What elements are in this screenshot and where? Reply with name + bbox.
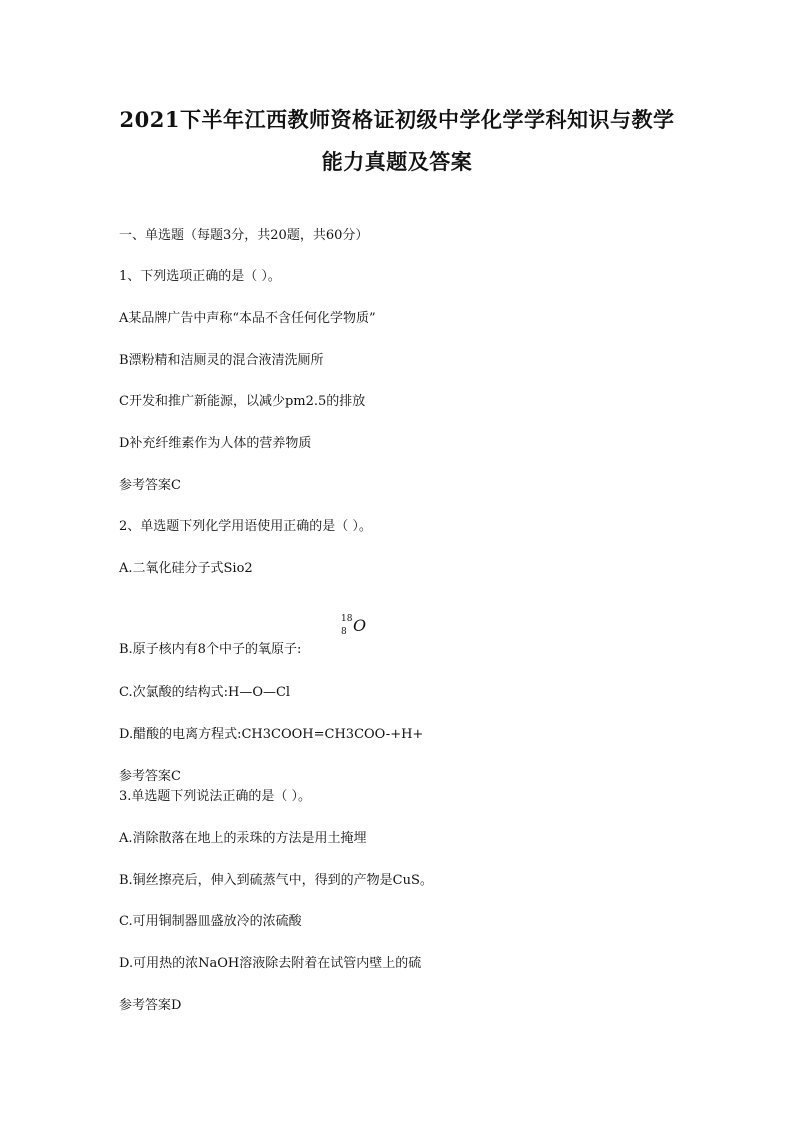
question-1-option-d: D补充纤维素作为人体的营养物质 [119,436,312,451]
question-2-option-a: A.二氧化硅分子式Sio2 [119,561,253,576]
question-3-option-c: C.可用铜制器皿盛放冷的浓硫酸 [119,914,302,929]
question-3-stem: 3.单选题下列说法正确的是（ ）。 [119,789,312,804]
isotope-symbol: O [353,616,367,635]
question-1-stem: 1、下列选项正确的是（ ）。 [119,269,281,284]
oxygen-isotope-notation [339,614,379,644]
section-heading: 一、单选题（每题3分，共20题，共60分） [119,228,369,243]
question-2-option-b: B.原子核内有8个中子的氧原子: [119,642,302,657]
question-2-option-c: C.次氯酸的结构式:H—O—Cl [119,685,291,700]
question-1-option-a: A某品牌广告中声称“本品不含任何化学物质” [119,311,376,326]
document-title-line-2: 能力真题及答案 [321,149,473,174]
question-2-stem: 2、单选题下列化学用语使用正确的是（ ）。 [119,519,372,534]
question-3-option-a: A.消除散落在地上的汞珠的方法是用土掩埋 [119,831,367,846]
isotope-atomic-number: 8 [341,627,347,637]
question-1-option-c: C开发和推广新能源，以减少pm2.5的排放 [119,394,366,409]
document-title-line-1: 2021下半年江西教师资格证初级中学化学学科知识与教学 [119,107,675,132]
question-1-answer: 参考答案C [119,478,181,493]
question-3-answer: 参考答案D [119,998,182,1013]
question-2-option-d: D.醋酸的电离方程式:CH3COOH=CH3COO-+H+ [119,727,424,742]
question-2-answer: 参考答案C [119,769,181,784]
question-1-option-b: B漂粉精和洁厕灵的混合液清洗厕所 [119,353,324,368]
question-3-option-b: B.铜丝擦亮后，伸入到硫蒸气中，得到的产物是CuS。 [119,873,433,888]
question-3-option-d: D.可用热的浓NaOH溶液除去附着在试管内壁上的硫 [119,956,422,971]
isotope-mass-number: 18 [341,614,353,624]
